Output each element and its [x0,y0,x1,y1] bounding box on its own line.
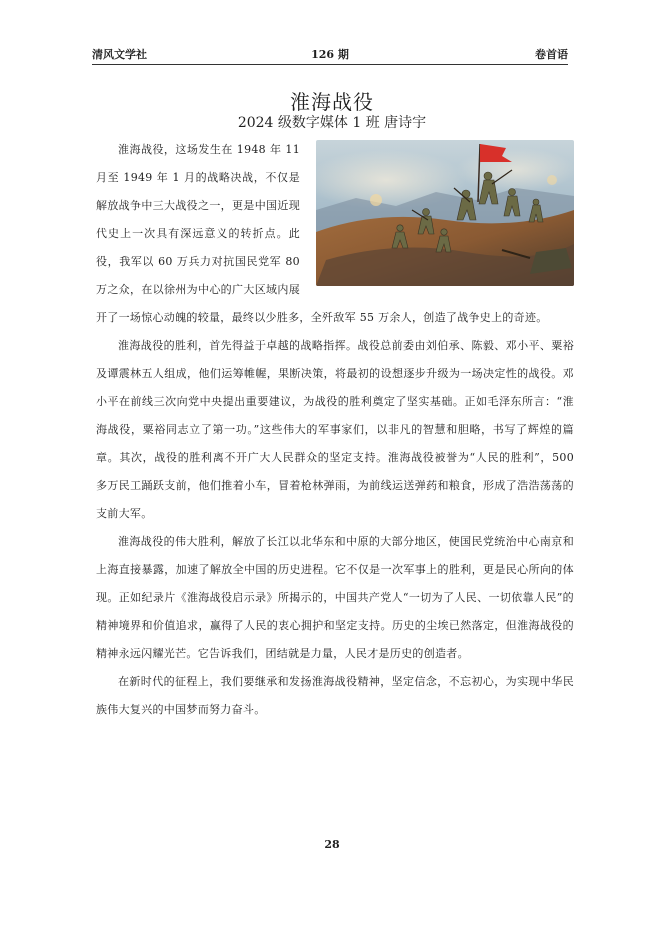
header-section: 卷首语 [535,48,568,61]
battle-painting-illustration [316,140,574,286]
article-byline: 2024 级数字媒体 1 班 唐诗宇 [237,115,427,131]
page-number: 28 [324,838,340,851]
paragraph-2: 淮海战役的胜利，首先得益于卓越的战略指挥。战役总前委由刘伯承、陈毅、邓小平、粟裕及谭震林五人组成，他们运筹帷幄，果断决策，将最初的设想逐步升级为一场决定性的战役。邓小平在前线三次向党中央提出重要建议，为战役的胜利奠定了坚实基础。正如毛泽东所言：“淮海战役，粟裕同志立了第一功。”这些伟大的军事家们，以非凡的智慧和胆略，书写了辉煌的篇章。其次，战役的胜利离不开广大人民群众的坚定支持。淮海战役被誉为“人民的胜利”，500 多万民工踊跃支前，他们推着小车，冒着枪林弹雨，为前线运送弹药和粮食，形成了浩浩荡荡的支前大军。 [96,339,574,520]
header-publisher: 清风文学社 [92,48,147,61]
running-header [92,46,568,62]
header-issue: 126 期 [311,48,349,61]
paragraph-1: 淮海战役，这场发生在 1948 年 11 月至 1949 年 1 月的战略决战，不仅是解放战争中三大战役之一，更是中国近现代史上一次具有深远意义的转折点。此役，我军以 60 万兵力对抗国民党军 80 万之众，在以徐州为中心的广大区域内展开了一场惊心动魄的较量，最终以少胜多，全歼敌军 55 万余人，创造了战争史上的奇迹。 [96,143,548,324]
article-body [96,136,574,724]
battle-painting [316,140,574,286]
header-divider [92,64,568,65]
paragraph-3: 淮海战役的伟大胜利，解放了长江以北华东和中原的大部分地区，使国民党统治中心南京和上海直接暴露，加速了解放全中国的历史进程。它不仅是一次军事上的胜利，更是民心所向的体现。正如纪录片《淮海战役启示录》所揭示的，中国共产党人“一切为了人民、一切依靠人民”的精神境界和价值追求，赢得了人民的衷心拥护和坚定支持。历史的尘埃已然落定，但淮海战役的精神永远闪耀光芒。它告诉我们，团结就是力量，人民才是历史的创造者。 [96,535,574,660]
paragraph-4: 在新时代的征程上，我们要继承和发扬淮海战役精神，坚定信念，不忘初心，为实现中华民族伟大复兴的中国梦而努力奋斗。 [96,675,574,716]
article-title: 淮海战役 [290,90,374,114]
